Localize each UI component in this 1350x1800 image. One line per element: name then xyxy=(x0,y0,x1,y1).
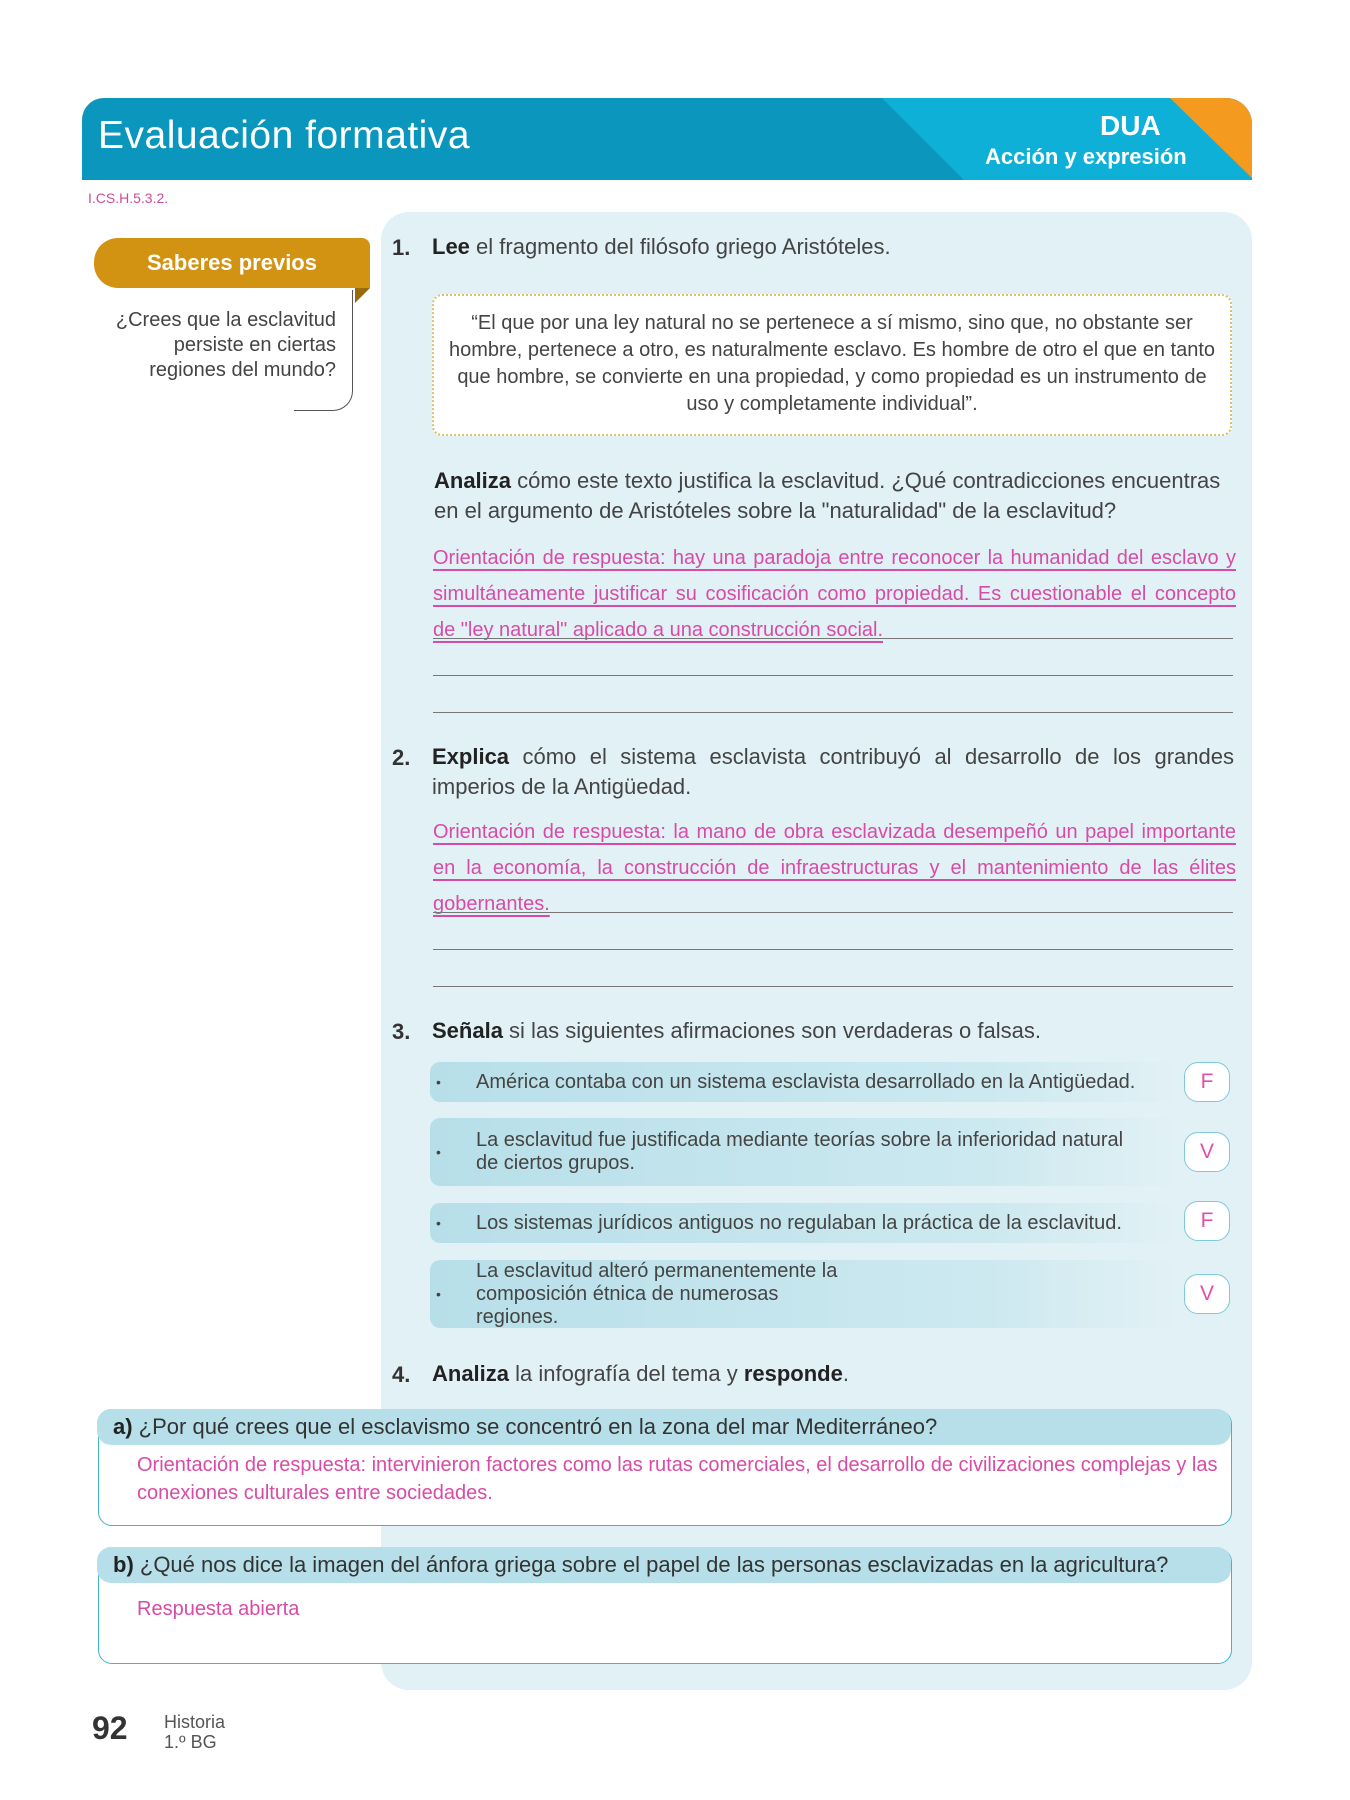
question-1-answer: Orientación de respuesta: hay una paradoja entre reconocer la humanidad del esclavo y simultáneamente justificar su cosificación como propiedad. Es cuestionable el concepto de "ley natural" aplicado a una construcción social. xyxy=(433,547,1236,641)
subject-name: Historia xyxy=(164,1712,226,1732)
statement-text: La esclavitud alteró permanentemente la composición étnica de numerosas regiones. xyxy=(476,1259,838,1328)
q1-verb: Lee xyxy=(432,234,470,259)
answer-line xyxy=(433,638,1233,639)
grade-label: 1.º BG xyxy=(164,1732,217,1752)
question-b-text: ¿Qué nos dice la imagen del ánfora griega sobre el papel de las personas esclavizadas en la agricultura? xyxy=(133,1552,1169,1577)
saberes-previos-tab: Saberes previos xyxy=(94,238,370,288)
q3-text: si las siguientes afirmaciones son verdaderas o falsas. xyxy=(502,1018,1041,1043)
aristotle-quote: “El que por una ley natural no se pertenece a sí mismo, sino que, no obstante ser hombre, pertenece a otro, es naturalmente esclavo. Es hombre de otro el que en tanto que hombre, se convierte en una propiedad, y como propiedad es un instrumento de uso y completamente individual”. xyxy=(432,294,1232,436)
question-1-number: 1. xyxy=(392,235,411,260)
answer-b: Respuesta abierta xyxy=(137,1598,300,1620)
answer-box-b-question xyxy=(113,1552,1168,1578)
statement-row xyxy=(430,1260,1180,1328)
answer-box-a[interactable] xyxy=(98,1410,1232,1526)
page-title: Evaluación formativa xyxy=(98,114,471,157)
question-3-prompt xyxy=(432,1016,1041,1046)
statement-text: América contaba con un sistema esclavista desarrollado en la Antigüedad. xyxy=(476,1070,1136,1093)
indicator-code: I.CS.H.5.3.2. xyxy=(88,190,169,206)
dua-title: DUA xyxy=(1100,110,1161,141)
answer-line xyxy=(433,986,1233,987)
question-2-number: 2. xyxy=(392,745,411,770)
q1-analiza-verb: Analiza xyxy=(434,468,512,493)
bullet: • xyxy=(436,1214,441,1231)
question-1-prompt xyxy=(432,232,891,262)
q3-verb: Señala xyxy=(432,1018,503,1043)
answer-line xyxy=(433,675,1233,676)
q1-analiza-text: cómo este texto justifica la esclavitud. ¿Qué contradicciones encuentras en el argumento de Aristóteles sobre la "naturalidad" de la esclavitud? xyxy=(434,468,1221,523)
bullet: • xyxy=(436,1143,441,1160)
q4-text-mid: la infografía del tema y xyxy=(509,1361,744,1386)
true-false-answer[interactable]: V xyxy=(1184,1274,1230,1314)
answer-line xyxy=(433,949,1233,950)
q4-verb: Analiza xyxy=(432,1361,510,1386)
q2-verb: Explica xyxy=(432,744,510,769)
statement-text: La esclavitud fue justificada mediante teorías sobre la inferioridad natural de ciertos grupos. xyxy=(476,1129,1124,1174)
question-1-analysis-prompt xyxy=(434,466,1240,526)
question-a-text: ¿Por qué crees que el esclavismo se concentró en la zona del mar Mediterráneo? xyxy=(132,1414,938,1439)
question-4-prompt xyxy=(432,1359,849,1389)
question-4-number: 4. xyxy=(392,1362,411,1387)
bullet: • xyxy=(436,1285,441,1302)
statement-row xyxy=(430,1203,1180,1243)
answer-line xyxy=(433,912,1233,913)
q4-text-end: . xyxy=(842,1361,849,1386)
subject-label xyxy=(164,1712,225,1752)
answer-a: Orientación de respuesta: intervinieron factores como las rutas comerciales, el desarrollo de civilizaciones complejas y las conexiones culturales entre sociedades. xyxy=(137,1454,1218,1504)
question-2-prompt xyxy=(432,742,1234,802)
true-false-answer[interactable]: V xyxy=(1184,1132,1230,1172)
true-false-answer[interactable]: F xyxy=(1184,1062,1230,1102)
header-decoration xyxy=(882,98,964,180)
q1-text: el fragmento del filósofo griego Aristóteles. xyxy=(469,234,891,259)
statement-row xyxy=(430,1118,1180,1186)
dua-subtitle: Acción y expresión xyxy=(985,144,1187,169)
label-b: b) xyxy=(113,1552,134,1577)
statement-text: Los sistemas jurídicos antiguos no regulaban la práctica de la esclavitud. xyxy=(476,1211,1122,1234)
page-number: 92 xyxy=(92,1710,128,1746)
answer-line xyxy=(433,712,1233,713)
answer-box-b[interactable] xyxy=(98,1548,1232,1664)
tab-fold-decoration xyxy=(355,288,370,303)
q4-verb-2: responde xyxy=(743,1361,843,1386)
question-2-answer: Orientación de respuesta: la mano de obra esclavizada desempeñó un papel importante en la economía, la construcción de infraestructuras y el mantenimiento de las élites gobernantes. xyxy=(433,821,1236,915)
true-false-answer[interactable]: F xyxy=(1184,1201,1230,1241)
bullet: • xyxy=(436,1073,441,1090)
q2-text: cómo el sistema esclavista contribuyó al desarrollo de los grandes imperios de la Antigüedad. xyxy=(432,744,1234,799)
question-3-number: 3. xyxy=(392,1019,411,1044)
answer-box-a-question xyxy=(113,1414,937,1440)
section-header xyxy=(82,98,1252,180)
label-a: a) xyxy=(113,1414,133,1439)
statement-row xyxy=(430,1062,1180,1102)
saberes-previos-question: ¿Crees que la esclavitud persiste en ciertas regiones del mundo? xyxy=(115,309,336,381)
